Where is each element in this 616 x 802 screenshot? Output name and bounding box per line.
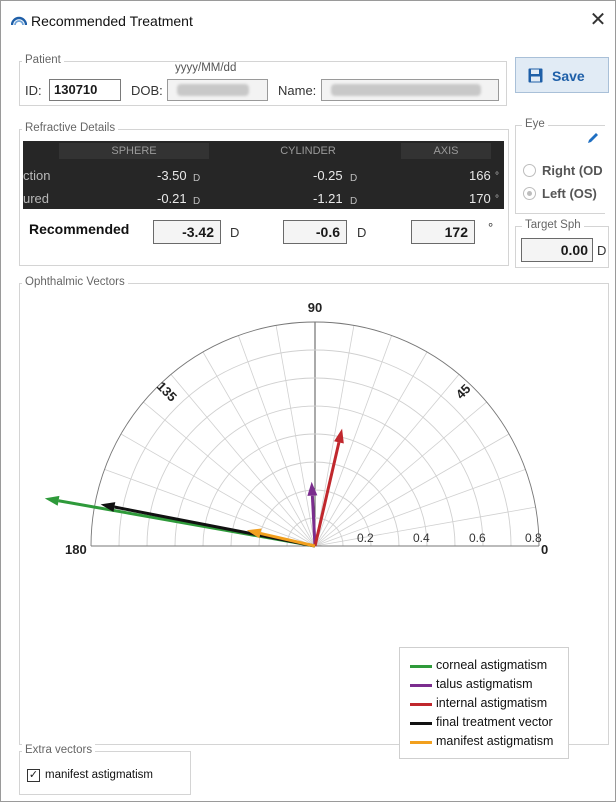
recommended-sphere-field[interactable]: -3.42: [153, 220, 221, 244]
eye-radio-left-label: Left (OS): [542, 186, 597, 201]
polar-vector-chart: [21, 291, 597, 591]
table-cell-axis: 170: [469, 191, 491, 206]
table-cell-sphere: -0.21: [157, 191, 187, 206]
floppy-disk-icon: [528, 68, 543, 83]
chart-legend: [399, 647, 569, 759]
patient-group-legend: Patient: [22, 54, 64, 66]
column-header-axis: AXIS: [401, 143, 491, 159]
table-row-label: ction: [23, 168, 51, 183]
table-cell-cylinder: -0.25: [313, 168, 343, 183]
column-header-cylinder: CYLINDER: [228, 143, 388, 159]
angle-tick-label: 180: [65, 542, 87, 557]
unit-label: D: [193, 173, 201, 184]
radius-tick-label: 0.6: [469, 531, 486, 545]
unit-label: D: [350, 196, 358, 207]
window-title: Recommended Treatment: [31, 13, 193, 29]
save-button[interactable]: [515, 57, 609, 93]
refractive-details-legend: Refractive Details: [22, 122, 118, 134]
pencil-icon[interactable]: [586, 131, 600, 145]
eye-radio-left[interactable]: [523, 187, 536, 200]
legend-swatch: [410, 684, 432, 687]
close-button[interactable]: ✕: [589, 9, 607, 31]
legend-swatch: [410, 703, 432, 706]
dob-label: DOB:: [131, 83, 163, 98]
dob-redacted-mask: [177, 84, 249, 96]
legend-label: talus astigmatism: [436, 677, 533, 691]
target-sph-field[interactable]: 0.00: [521, 238, 593, 262]
legend-swatch: [410, 741, 432, 744]
manifest-astigmatism-checkbox[interactable]: ✓: [28, 769, 39, 781]
vector-line: [260, 533, 315, 546]
cylinder-unit-label: D: [357, 225, 367, 240]
vector-line: [315, 442, 339, 546]
name-redacted-mask: [331, 84, 481, 96]
eye-radio-right[interactable]: [523, 164, 536, 177]
legend-label: final treatment vector: [436, 715, 553, 729]
unit-label: °: [495, 171, 499, 182]
dob-format-hint: yyyy/MM/dd: [175, 62, 237, 74]
legend-swatch: [410, 665, 432, 668]
legend-label: manifest astigmatism: [436, 734, 554, 748]
save-button-label: Save: [552, 68, 585, 84]
id-label: ID:: [25, 83, 42, 98]
column-header-sphere: SPHERE: [59, 143, 209, 159]
table-row-label: ured: [23, 191, 50, 206]
recommended-cylinder-field[interactable]: -0.6: [283, 220, 347, 244]
name-label: Name:: [278, 83, 317, 98]
recommended-axis-field[interactable]: 172: [411, 220, 475, 244]
table-cell-cylinder: -1.21: [313, 191, 343, 206]
eye-radio-right-label: Right (OD: [542, 163, 603, 178]
target-sph-unit: D: [597, 243, 607, 258]
eye-group-legend: Eye: [522, 118, 548, 130]
refraction-table: [23, 141, 504, 209]
angle-tick-label: 45: [452, 381, 474, 402]
unit-label: D: [350, 173, 358, 184]
app-logo-icon: [11, 13, 27, 27]
unit-label: D: [193, 196, 201, 207]
legend-label: internal astigmatism: [436, 696, 548, 710]
recommended-label: Recommended: [29, 221, 130, 237]
vector-arrowhead: [307, 482, 317, 496]
radius-tick-label: 0.8: [525, 531, 542, 545]
manifest-astigmatism-checkbox-label: manifest astigmatism: [45, 769, 154, 781]
angle-tick-label: 90: [307, 300, 323, 315]
target-sph-legend: Target Sph: [522, 219, 584, 231]
patient-id-field[interactable]: 130710: [49, 79, 121, 101]
angle-tick-label: 135: [153, 378, 180, 405]
unit-label: °: [495, 194, 499, 205]
axis-unit-label: °: [488, 220, 494, 235]
table-cell-sphere: -3.50: [157, 168, 187, 183]
vector-arrowhead: [45, 496, 60, 506]
extra-vectors-legend: Extra vectors: [22, 744, 95, 756]
title-bar: [1, 1, 615, 37]
legend-label: corneal astigmatism: [436, 658, 548, 672]
radius-tick-label: 0.4: [413, 531, 430, 545]
radius-tick-label: 0.2: [357, 531, 374, 545]
angle-tick-label: 0: [541, 542, 549, 557]
legend-swatch: [410, 722, 432, 725]
sphere-unit-label: D: [230, 225, 240, 240]
table-cell-axis: 166: [469, 168, 491, 183]
ophthalmic-vectors-legend: Ophthalmic Vectors: [22, 276, 128, 288]
